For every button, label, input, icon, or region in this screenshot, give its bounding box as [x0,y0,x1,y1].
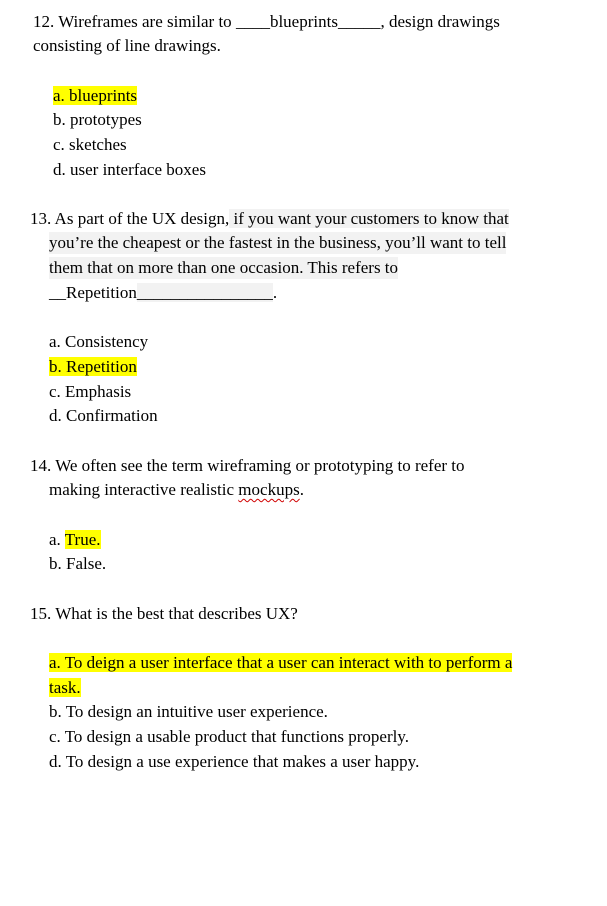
q14-period: . [299,480,304,499]
q13-stem-line4 [49,282,277,304]
q12-option-a-highlight: a. blueprints [53,86,138,105]
q15-option-a-line1 [49,652,512,674]
q12-option-a [53,85,137,107]
q13-option-b-highlight: b. Repetition [49,357,137,376]
q12-stem-suffix: , design drawings [380,12,500,31]
q13-option-d: d. Confirmation [49,406,158,425]
q15-option-d: d. To design a use experience that makes a user happy. [49,752,420,771]
q14-stem-line2 [49,479,304,501]
q14-stem-text: making interactive realistic [49,480,239,499]
q14-option-a-letter: a. [49,530,65,549]
q13-option-b [49,356,137,378]
q15-option-c: c. To design a usable product that functions properly. [49,727,409,746]
q13-option-c: c. Emphasis [49,382,132,401]
q12-stem-text: 12. Wireframes are similar to [33,12,236,31]
q13-stem-line2: you’re the cheapest or the fastest in the business, you’ll want to tell [49,233,507,252]
q13-option-a: a. Consistency [49,332,149,351]
q12-stem-line1 [33,11,500,33]
q14-stem-line1: 14. We often see the term wireframing or prototyping to refer to [30,456,465,475]
q15-option-b: b. To design an intuitive user experience. [49,702,328,721]
q15-option-a-highlight-2: task. [49,678,81,697]
q13-period: . [272,283,278,302]
q15-option-a-highlight-1: a. To deign a user interface that a user can interact with to perform a [49,653,513,672]
q12-blank-after: _____ [337,12,381,31]
q15-option-a-line2 [49,677,81,699]
q14-option-a-highlight: True. [64,530,101,549]
q12-blank-before: ____ [235,12,270,31]
q14-option-a [49,529,101,551]
q14-spellcheck-word: mockups [238,480,300,499]
q13-blank-after: ________________ [136,283,273,302]
q13-stem-line3: them that on more than one occasion. This refers to [49,258,399,277]
q12-filled-answer: blueprints [269,12,338,31]
q13-stem-shaded: if you want your customers to know that [229,209,509,228]
q13-stem-text: 13. As part of the UX design, [30,209,230,228]
q12-option-c: c. sketches [53,135,127,154]
q15-stem: 15. What is the best that describes UX? [30,604,298,623]
q14-option-b: b. False. [49,554,107,573]
q12-stem-line2: consisting of line drawings. [33,36,221,55]
q13-stem-line1 [30,208,509,230]
q13-blank-before: __ [49,283,66,302]
q13-filled-answer: Repetition [66,283,137,302]
q12-option-d: d. user interface boxes [53,160,206,179]
q12-option-b: b. prototypes [53,110,142,129]
